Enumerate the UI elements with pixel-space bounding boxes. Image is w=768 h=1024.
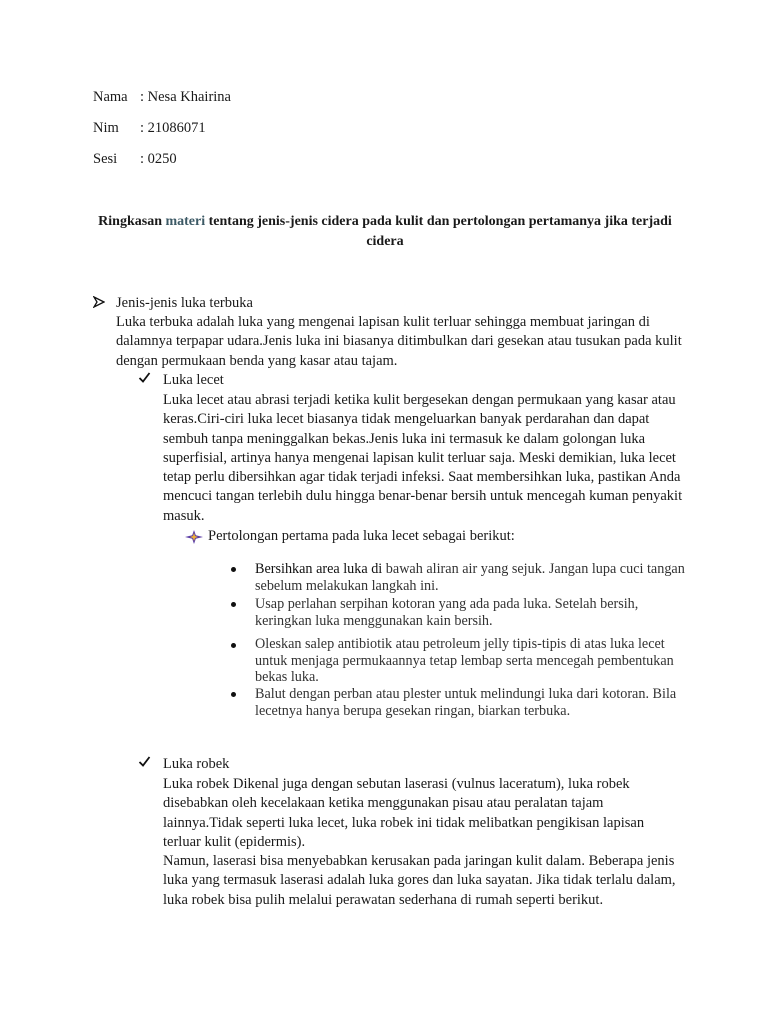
filled-dot-icon bbox=[231, 602, 236, 607]
name-label: Nama bbox=[93, 89, 128, 105]
filled-dot-icon bbox=[231, 567, 236, 572]
document-title bbox=[90, 212, 680, 252]
first-aid-heading: Pertolongan pertama pada luka lecet sebagai berikut: bbox=[208, 528, 515, 544]
name-row bbox=[93, 88, 231, 106]
nim-value: : 21086071 bbox=[140, 120, 206, 136]
title-part2: tentang jenis-jenis cidera pada kulit dan pertolongan pertamanya jika terjadi cidera bbox=[205, 214, 672, 249]
checkmark-icon bbox=[138, 755, 151, 774]
four-point-star-icon bbox=[185, 530, 203, 544]
bullet-3-text: Oleskan salep antibiotik atau petroleum jelly tipis-tipis di atas luka lecet untuk menjaga permukaannya tetap lembap serta mencegah pembentukan bekas luka. bbox=[255, 636, 674, 685]
section-heading-open-wounds: Jenis-jenis luka terbuka bbox=[116, 295, 253, 311]
luka-robek-body-2: Namun, laserasi bisa menyebabkan kerusakan pada jaringan kulit dalam. Beberapa jenis luka yang termasuk laserasi adalah luka gores dan luka sayatan. Jika tidak terlalu dalam, luka robek bisa pulih melalui perawatan sederhana di rumah seperti berikut. bbox=[163, 853, 676, 908]
first-aid-bullet-1 bbox=[255, 561, 685, 594]
title-part1: Ringkasan bbox=[98, 214, 166, 229]
name-value: : Nesa Khairina bbox=[140, 89, 231, 105]
bullet-1-text: bawah aliran air yang sejuk. Jangan lupa cuci tangan sebelum melakukan langkah ini. bbox=[255, 561, 685, 594]
first-aid-bullet-4 bbox=[255, 686, 685, 719]
checkmark-icon bbox=[138, 371, 151, 390]
subheading-luka-robek: Luka robek bbox=[163, 756, 230, 772]
sesi-row bbox=[93, 150, 177, 168]
filled-dot-icon bbox=[231, 692, 236, 697]
arrowhead-bullet-icon bbox=[93, 295, 105, 314]
nim-row bbox=[93, 119, 206, 137]
first-aid-bullet-3 bbox=[255, 636, 685, 686]
sesi-value: : 0250 bbox=[140, 151, 177, 167]
bullet-4-text: Balut dengan perban atau plester untuk melindungi luka dari kotoran. Bila lecetnya hanya berupa gesekan ringan, biarkan terbuka. bbox=[255, 686, 677, 719]
first-aid-bullet-2 bbox=[255, 596, 685, 629]
bullet-2-text: Usap perlahan serpihan kotoran yang ada pada luka. Setelah bersih, keringkan luka menggunakan kain bersih. bbox=[255, 596, 639, 629]
sesi-label: Sesi bbox=[93, 151, 118, 167]
section-body-open-wounds: Luka terbuka adalah luka yang mengenai lapisan kulit terluar sehingga membuat jaringan di dalamnya terpapar udara.Jenis luka ini biasanya ditimbulkan dari gesekan atau tusukan pada kulit dengan permukaan benda yang kasar atau tajam. bbox=[116, 314, 682, 369]
bullet-1-strong: Bersihkan area luka di bbox=[255, 561, 383, 577]
luka-lecet-body: Luka lecet atau abrasi terjadi ketika kulit bergesekan dengan permukaan yang kasar atau keras.Ciri-ciri luka lecet biasanya tidak mengeluarkan banyak perdarahan dan dapat sembuh tanpa meninggalkan bekas.Jenis luka ini termasuk ke dalam golongan luka superfisial, artinya hanya mengenai lapisan kulit terluar saja. Meski demikian, luka lecet tetap perlu dibersihkan agar tidak terjadi infeksi. Saat membersihkan luka, pastikan Anda mencuci tangan terlebih dulu hingga benar-benar bersih untuk mencegah kuman penyakit masuk. bbox=[163, 392, 683, 524]
filled-dot-icon bbox=[231, 643, 236, 648]
title-highlight: materi bbox=[165, 214, 206, 229]
nim-label: Nim bbox=[93, 120, 119, 136]
subheading-luka-lecet: Luka lecet bbox=[163, 372, 224, 388]
luka-robek-body-1: Luka robek Dikenal juga dengan sebutan laserasi (vulnus laceratum), luka robek disebabkan oleh kecelakaan ketika menggunakan pisau atau peralatan tajam lainnya.Tidak seperti luka lecet, luka robek ini tidak melibatkan pengikisan lapisan terluar kulit (epidermis). bbox=[163, 776, 645, 850]
